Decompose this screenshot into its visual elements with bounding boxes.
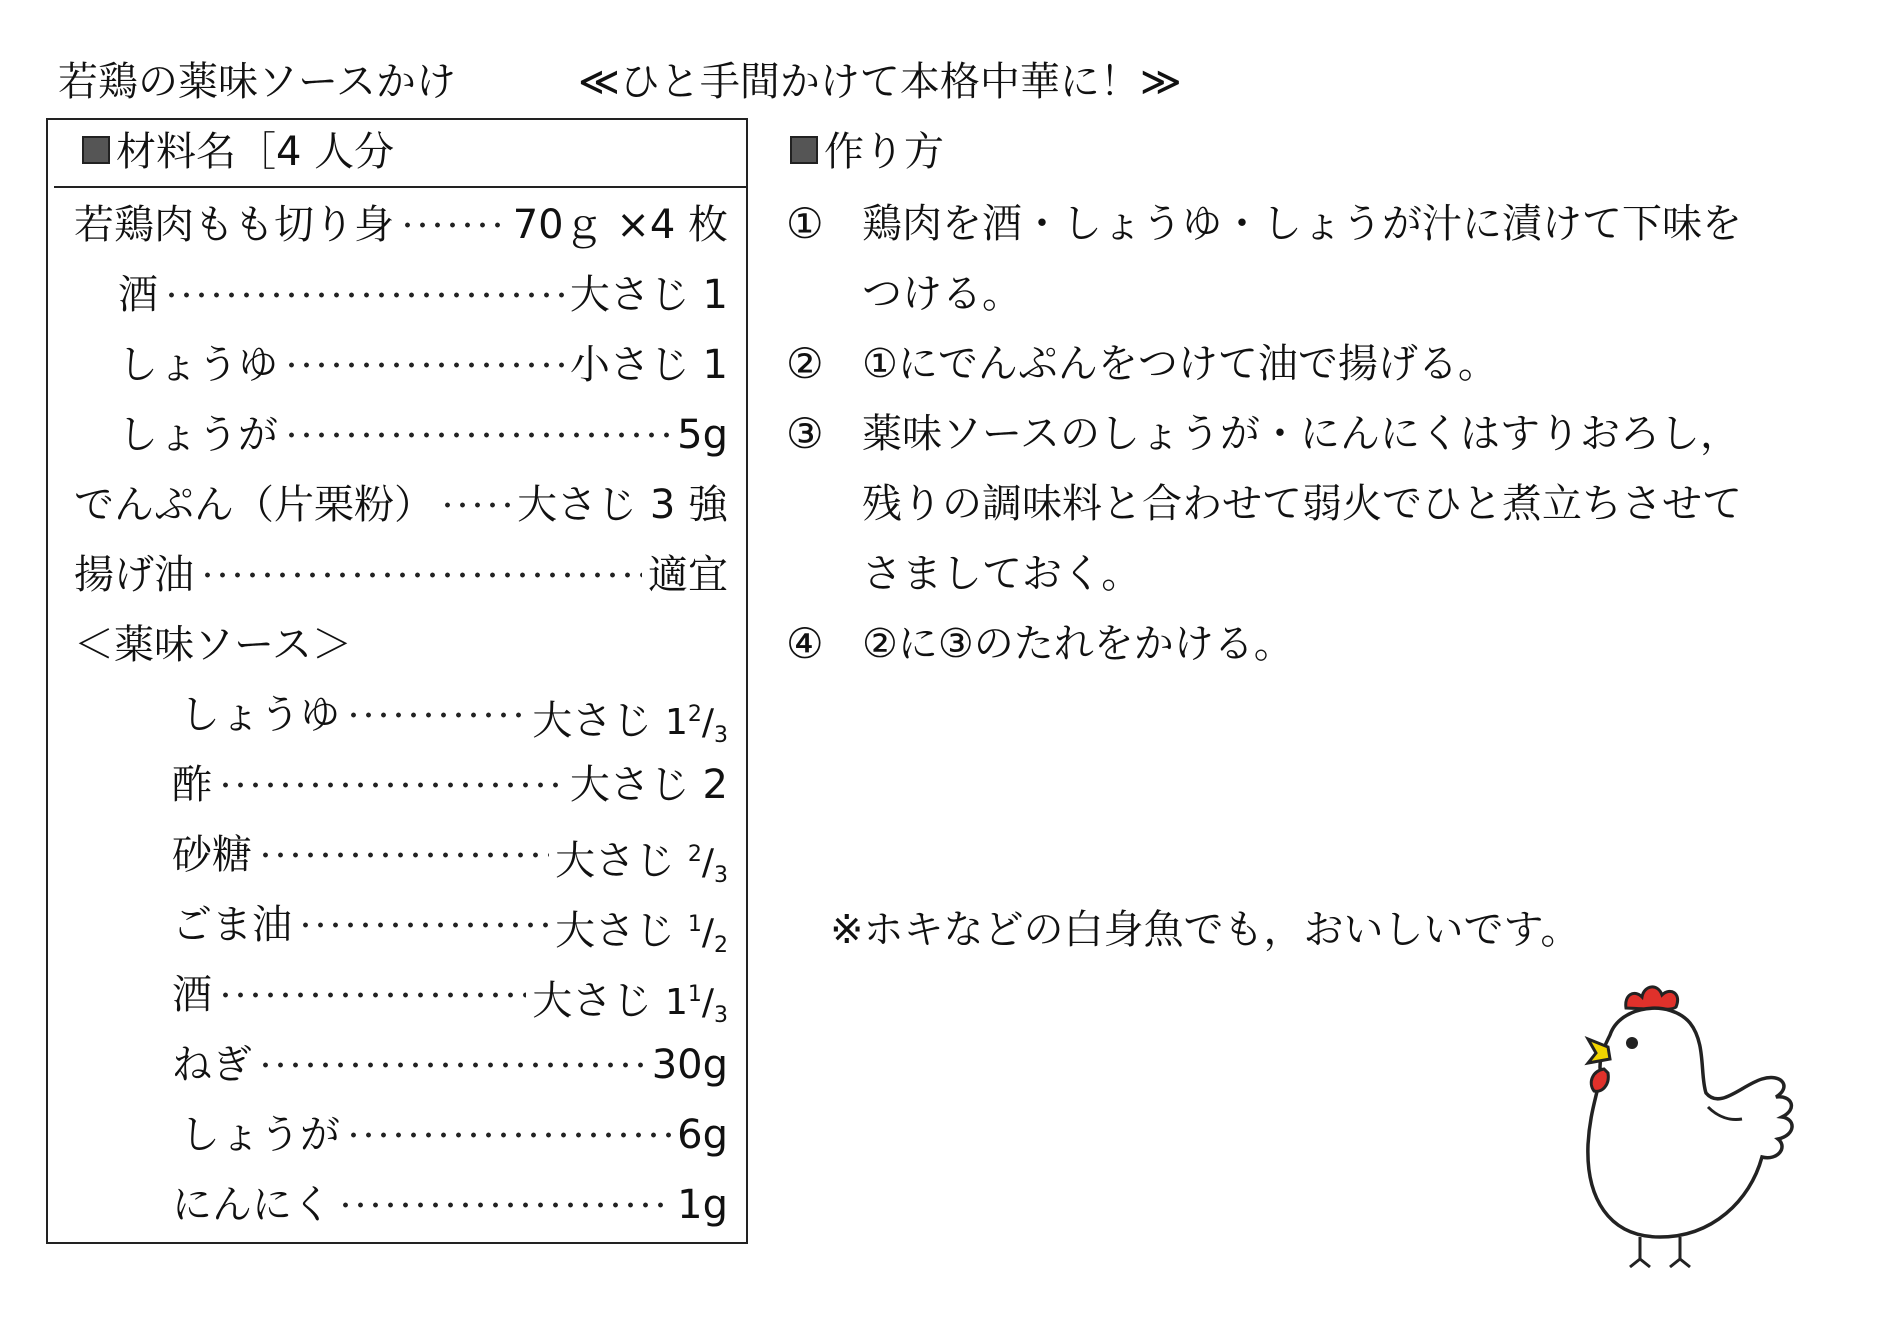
- leader-dots: [298, 920, 549, 930]
- chicken-illustration: [1530, 975, 1830, 1275]
- leader-dots: [400, 220, 507, 230]
- fraction-numerator: 1: [687, 982, 702, 1007]
- ingredient-amount: 大さじ 1: [569, 272, 728, 318]
- recipe-subtitle: ≪ひと手間かけて本格中華に！≫: [578, 59, 1182, 105]
- leader-dots: [164, 290, 564, 300]
- fraction-numerator: 1: [687, 912, 702, 937]
- sauce-section-label: [74, 620, 574, 670]
- step-number: ②: [786, 339, 824, 388]
- ingredient-row: [118, 410, 728, 460]
- fraction-whole: 1: [664, 702, 688, 743]
- step-number: ①: [786, 199, 824, 248]
- amount-text: 大さじ: [555, 838, 688, 884]
- leader-dots: [200, 570, 642, 580]
- step-text-line: 鶏肉を酒・しょうゆ・しょうが汁に漬けて下味を: [862, 201, 1742, 247]
- sauce-ingredient-row: [172, 900, 728, 959]
- ingredient-name: 酒: [118, 272, 158, 318]
- ingredient-row: [74, 550, 728, 600]
- ingredient-amount: 小さじ 1: [569, 342, 728, 388]
- ingredient-name: 砂糖: [172, 832, 252, 878]
- ingredient-name: でんぷん（片栗粉）: [74, 482, 434, 528]
- leader-dots: [440, 500, 511, 510]
- ingredient-row: [74, 200, 728, 250]
- leader-dots: [284, 360, 564, 370]
- chicken-comb: [1626, 987, 1678, 1009]
- leader-dots: [258, 1060, 646, 1070]
- amount-text: 30g: [651, 1042, 728, 1088]
- ingredient-amount: [677, 1110, 728, 1160]
- ingredient-name: にんにく: [172, 1182, 332, 1228]
- fraction-denominator: 3: [714, 1003, 728, 1029]
- step-number: ④: [786, 619, 824, 668]
- ingredient-amount: [555, 900, 728, 971]
- sauce-ingredient-row: [172, 830, 728, 889]
- sauce-ingredient-row: [172, 760, 728, 810]
- recipe-title: 若鶏の薬味ソースかけ: [58, 59, 456, 105]
- chicken-body: [1588, 1008, 1792, 1237]
- method-header: [790, 129, 944, 175]
- square-bullet-icon: [82, 136, 110, 164]
- note-text: ※ホキなどの白身魚でも，おいしいです。: [830, 907, 1581, 953]
- chicken-legs: [1630, 1237, 1690, 1267]
- fraction-numerator: 2: [687, 842, 702, 867]
- ingredient-row: [118, 340, 728, 390]
- ingredients-header: [82, 129, 395, 175]
- ingredient-amount: 大さじ 3 強: [517, 482, 728, 528]
- leader-dots: [218, 990, 526, 1000]
- sauce-ingredient-row: [172, 970, 728, 1029]
- ingredient-name: ねぎ: [172, 1042, 252, 1088]
- amount-fraction: $1^2/_3$: [664, 702, 728, 749]
- amount-text: 大さじ: [532, 698, 665, 744]
- ingredients-header-label: 材料名［4 人分: [116, 129, 395, 175]
- amount-text: 大さじ 2: [569, 762, 728, 808]
- sauce-ingredient-row: [172, 1040, 728, 1090]
- amount-fraction: $1^1/_3$: [664, 982, 728, 1029]
- ingredient-amount: [532, 970, 728, 1041]
- ingredient-amount: [570, 760, 728, 810]
- sauce-ingredient-row: [172, 1180, 728, 1230]
- leader-dots: [346, 710, 526, 720]
- leader-dots: [338, 1200, 671, 1210]
- ingredient-name: ごま油: [172, 902, 292, 948]
- ingredient-amount: [652, 1040, 728, 1090]
- ingredient-name: 揚げ油: [74, 552, 194, 598]
- amount-text: 大さじ: [555, 908, 688, 954]
- step-text-line: さましておく。: [862, 551, 1142, 597]
- method-header-label: 作り方: [824, 129, 944, 175]
- ingredient-name: しょうゆ: [180, 692, 340, 738]
- leader-dots: [218, 780, 564, 790]
- page-title: [58, 52, 1458, 112]
- ingredient-name: 若鶏肉もも切り身: [74, 202, 394, 248]
- ingredient-name: 酒: [172, 972, 212, 1018]
- ingredient-name: しょうが: [180, 1112, 340, 1158]
- leader-dots: [258, 850, 549, 860]
- fraction-denominator: 2: [714, 933, 728, 959]
- fraction-whole: 1: [664, 982, 688, 1023]
- ingredient-row: [74, 480, 728, 530]
- step-number: ③: [786, 409, 824, 458]
- ingredient-name: しょうが: [118, 412, 278, 458]
- amount-fraction: $^1/_2$: [687, 912, 728, 959]
- amount-text: 大さじ: [532, 978, 665, 1024]
- amount-text: 6g: [677, 1112, 728, 1158]
- ingredient-amount: [677, 1180, 728, 1230]
- step-text-line: 薬味ソースのしょうが・にんにくはすりおろし，: [862, 411, 1740, 457]
- leader-dots: [284, 430, 671, 440]
- fraction-denominator: 3: [714, 723, 728, 749]
- amount-fraction: $^2/_3$: [687, 842, 728, 889]
- sauce-ingredient-row: [180, 1110, 728, 1160]
- leader-dots: [346, 1130, 671, 1140]
- chicken-wattle: [1591, 1069, 1608, 1091]
- step-text-line: ①にでんぷんをつけて油で揚げる。: [862, 341, 1498, 387]
- step-text-line: ②に③のたれをかける。: [862, 621, 1294, 667]
- ingredient-name: しょうゆ: [118, 342, 278, 388]
- square-bullet-icon: [790, 136, 818, 164]
- ingredient-amount: 適宜: [648, 552, 728, 598]
- ingredient-amount: [532, 690, 728, 761]
- fraction-denominator: 3: [714, 863, 728, 889]
- ingredient-amount: 5g: [677, 412, 728, 458]
- sauce-label: ＜薬味ソース＞: [74, 622, 352, 668]
- step-text-line: つける。: [862, 271, 1022, 317]
- amount-text: 1g: [677, 1182, 728, 1228]
- ingredient-amount: 70ｇ ×4 枚: [512, 202, 728, 248]
- fraction-numerator: 2: [687, 702, 702, 727]
- ingredient-name: 酢: [172, 762, 212, 808]
- chicken-eye: [1626, 1037, 1638, 1049]
- ingredient-row: [118, 270, 728, 320]
- step-text-line: 残りの調味料と合わせて弱火でひと煮立ちさせて: [862, 481, 1742, 527]
- sauce-ingredient-row: [180, 690, 728, 749]
- ingredient-amount: [555, 830, 728, 901]
